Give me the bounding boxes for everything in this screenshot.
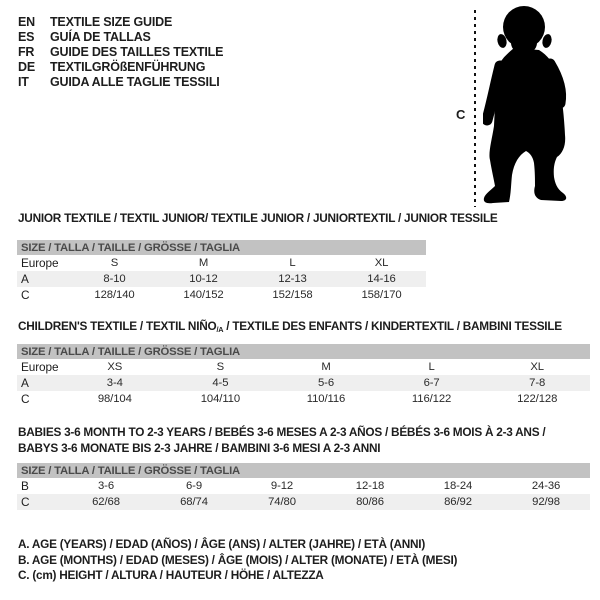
- size-header-label: SIZE / TALLA / TAILLE / GRÖSSE / TAGLIA: [17, 240, 426, 255]
- lang-code: IT: [18, 74, 29, 89]
- size-header-row: [17, 463, 590, 478]
- row-label: A: [17, 375, 62, 391]
- lang-row-es: [18, 30, 223, 45]
- row-label: A: [17, 271, 70, 287]
- cell: 110/116: [306, 393, 346, 405]
- cell: 74/80: [238, 494, 326, 510]
- title-text: CHILDREN'S TEXTILE / TEXTIL NIÑO: [18, 319, 217, 333]
- cell: 3-4: [62, 375, 168, 391]
- junior-table-title: JUNIOR TEXTILE / TEXTIL JUNIOR/ TEXTILE JUNIOR / JUNIORTEXTIL / JUNIOR TESSILE: [18, 211, 498, 225]
- table-row-age: [17, 271, 426, 287]
- cell: 122/128: [517, 393, 558, 405]
- cell: S: [110, 257, 119, 269]
- lang-code: ES: [18, 30, 35, 45]
- toddler-silhouette: [483, 6, 591, 206]
- lang-row-fr: [18, 45, 223, 60]
- table-row-height: [17, 391, 590, 407]
- cell: 116/122: [411, 393, 452, 405]
- cell: 104/110: [200, 393, 241, 405]
- lang-label: GUIDE DES TAILLES TEXTILE: [50, 44, 224, 59]
- lang-label: GUIDA ALLE TAGLIE TESSILI: [50, 74, 220, 89]
- height-measure-label: C: [456, 107, 466, 122]
- cell: 9-12: [270, 480, 294, 492]
- cell: 98/104: [97, 393, 132, 405]
- junior-size-table: [17, 240, 426, 303]
- children-size-table: [17, 344, 590, 407]
- cell: 6-9: [185, 480, 203, 492]
- lang-code: DE: [18, 59, 35, 74]
- cell: L: [428, 361, 435, 373]
- legend-footnotes: [18, 537, 457, 584]
- lang-label: GUÍA DE TALLAS: [50, 30, 151, 45]
- table-row-height: [17, 494, 590, 510]
- cell: 5-6: [273, 375, 379, 391]
- cell: 80/86: [326, 494, 414, 510]
- row-label: B: [21, 479, 29, 493]
- size-header-label: SIZE / TALLA / TAILLE / GRÖSSE / TAGLIA: [17, 344, 590, 359]
- lang-row-en: [18, 15, 223, 30]
- table-row-height: [17, 287, 426, 303]
- cell: 128/140: [94, 289, 135, 301]
- title-text: / TEXTILE DES ENFANTS / KINDERTEXTIL / BAMBINI TESSILE: [223, 319, 562, 333]
- row-label: Europe: [21, 360, 59, 374]
- babies-size-table: [17, 463, 590, 510]
- cell: 140/152: [183, 289, 224, 301]
- lang-row-de: [18, 59, 223, 74]
- cell: XL: [530, 361, 544, 373]
- cell: 68/74: [150, 494, 238, 510]
- title-subscript: /A: [216, 325, 224, 334]
- table-row-europe: [17, 255, 426, 271]
- footnote-height: C. (cm) HEIGHT / ALTURA / HAUTEUR / HÖHE / ALTEZZA: [18, 568, 324, 583]
- cell: 14-16: [337, 271, 426, 287]
- height-measure-dashed-line: [474, 10, 476, 207]
- cell: 158/170: [361, 289, 402, 301]
- lang-row-it: [18, 74, 223, 89]
- cell: 7-8: [484, 375, 590, 391]
- cell: 62/68: [62, 494, 150, 510]
- table-row-age: [17, 375, 590, 391]
- lang-label: TEXTILGRÖßENFÜHRUNG: [50, 59, 206, 74]
- babies-table-title: [18, 425, 545, 456]
- lang-label: TEXTILE SIZE GUIDE: [50, 15, 173, 30]
- footnote-age-years: A. AGE (YEARS) / EDAD (AÑOS) / ÂGE (ANS) / ALTER (JAHRE) / ETÀ (ANNI): [18, 537, 425, 551]
- size-header-row: [17, 240, 426, 255]
- children-table-title: [18, 319, 562, 334]
- cell: XS: [107, 361, 123, 373]
- babies-title-line2: BABYS 3-6 MONATE BIS 2-3 JAHRE / BAMBINI 3-6 MESI A 2-3 ANNI: [18, 440, 381, 455]
- table-row-europe: [17, 359, 590, 375]
- cell: S: [216, 361, 225, 373]
- lang-code: FR: [18, 44, 35, 59]
- cell: L: [289, 257, 296, 269]
- cell: XL: [374, 257, 389, 269]
- cell: 86/92: [414, 494, 502, 510]
- size-header-row: [17, 344, 590, 359]
- cell: M: [198, 257, 209, 269]
- lang-code: EN: [18, 15, 35, 30]
- cell: 4-5: [168, 375, 274, 391]
- cell: 24-36: [531, 480, 561, 492]
- babies-title-line1: BABIES 3-6 MONTH TO 2-3 YEARS / BEBÉS 3-6 MESES A 2-3 AÑOS / BÉBÉS 3-6 MOIS À 2-3 ANS /: [18, 425, 546, 439]
- footnote-age-months: B. AGE (MONTHS) / EDAD (MESES) / ÂGE (MOIS) / ALTER (MONATE) / ETÀ (MESI): [18, 552, 458, 567]
- cell: 3-6: [97, 480, 115, 492]
- row-label: Europe: [21, 256, 59, 270]
- cell: 10-12: [159, 271, 248, 287]
- cell: 18-24: [443, 480, 473, 492]
- row-label: C: [21, 288, 30, 302]
- table-row-age-months: [17, 478, 590, 494]
- size-header-label: SIZE / TALLA / TAILLE / GRÖSSE / TAGLIA: [17, 463, 590, 478]
- cell: 92/98: [502, 494, 590, 510]
- row-label: C: [21, 392, 30, 406]
- language-title-list: [18, 15, 223, 89]
- cell: M: [321, 361, 331, 373]
- row-label: C: [17, 494, 62, 510]
- cell: 152/158: [272, 289, 313, 301]
- cell: 6-7: [379, 375, 485, 391]
- cell: 12-13: [248, 271, 337, 287]
- cell: 8-10: [70, 271, 159, 287]
- cell: 12-18: [355, 480, 385, 492]
